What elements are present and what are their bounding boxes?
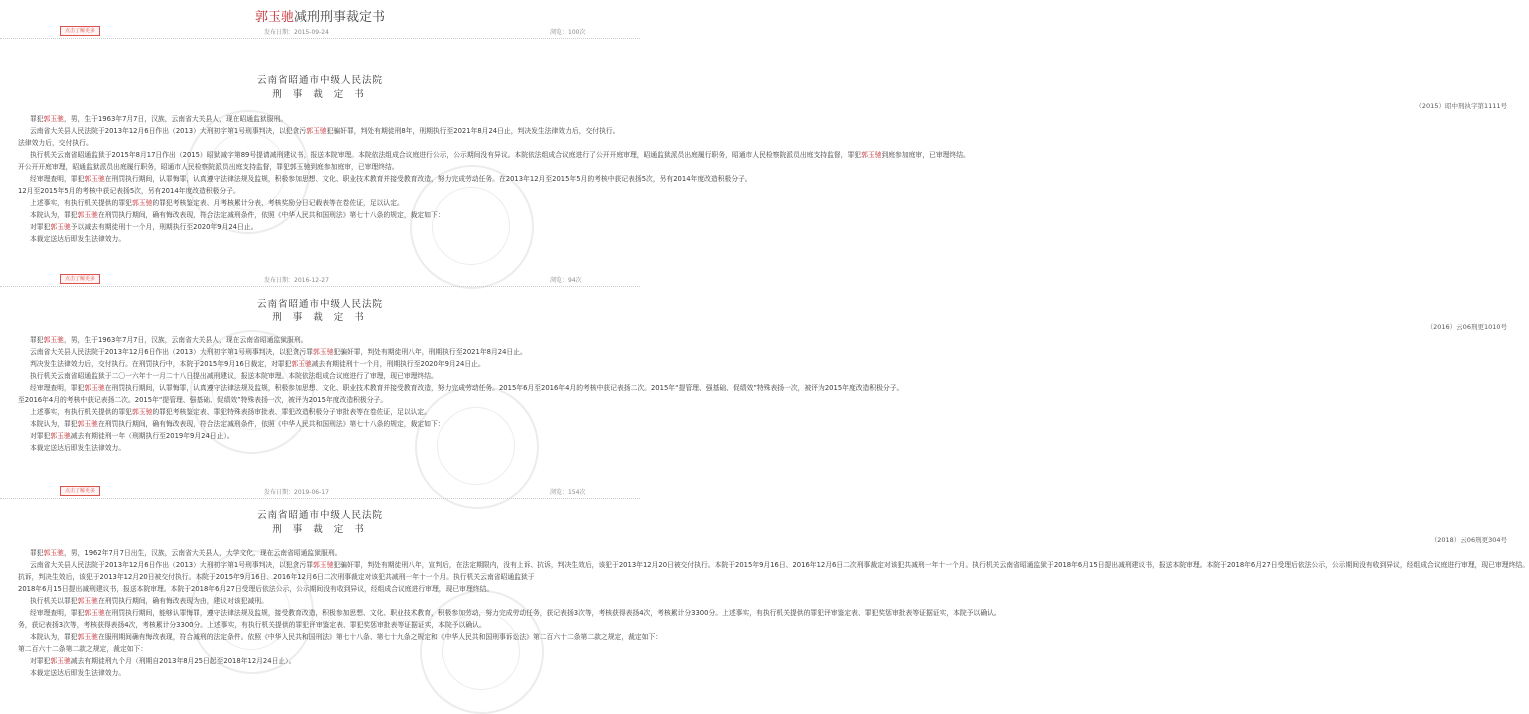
highlighted-name: 郭玉驰: [861, 151, 882, 159]
paragraph: 本院认为，罪犯郭玉驰在服刑期间确有悔改表现，符合减刑的法定条件。依照《中华人民共和国刑法》第七十八条、第七十九条之规定和《中华人民共和国刑事诉讼法》第二百六十二条第二款之规定，裁定如下：: [30, 633, 663, 641]
paragraph: 罪犯郭玉驰，男，1962年7月7日出生，汉族，云南省大关县人，大学文化，现在云南省昭通监狱服刑。: [30, 549, 342, 557]
paragraph: 上述事实，有执行机关提供的罪犯郭玉驰的罪犯考核鉴定表、月考核累计分表、考核奖励分日记载表等在卷佐证，足以认定。: [30, 199, 404, 207]
publish-date: 发布日期：2015-09-24: [264, 29, 329, 36]
paragraph: 经审理查明，罪犯郭玉驰在刑罚执行期间，能够认罪悔罪，遵守法律法规及监规，接受教育改造，积极参加思想、文化、职业技术教育，积极参加劳动，努力完成劳动任务，获记表扬3次等，考核获得表扬4次，考核累计分3300分。上述事实，有执行机关提供的罪犯评审鉴定表、罪犯奖惩审批表等证据证实，本院予以确认。: [30, 609, 1001, 617]
paragraph: 经审理查明，罪犯郭玉驰在刑罚执行期间，认罪悔罪，认真遵守法律法规及监规，积极参加思想、文化、职业技术教育并接受教育改造，努力完成劳动任务。在2013年12月至2015年5月的考核中获记表扬5次，另有2014年度改造积极分子。: [30, 175, 752, 183]
paragraph: 本裁定送达后即发生法律效力。: [30, 235, 126, 243]
highlighted-name: 郭玉驰: [50, 432, 71, 440]
highlighted-name: 郭玉驰: [84, 384, 105, 392]
doc-meta-bar: [0, 272, 640, 287]
more-info-link[interactable]: 点击了解更多: [60, 274, 100, 284]
highlighted-name: 郭玉驰: [313, 561, 334, 569]
paragraph: 执行机关云南省昭通监狱于二〇一六年十一月二十八日提出减刑建议，报送本院审理。本院依法组成合议庭进行了审理，现已审理终结。: [30, 372, 438, 380]
paragraph: 第二百六十二条第二款之规定，裁定如下：: [18, 645, 148, 653]
paragraph: 2018年6月15日提出减刑建议书，报送本院审理。本院于2018年6月27日受理后依法公示，公示期间没有收到异议，经组成合议庭进行审理，现已审理终结。: [18, 585, 494, 593]
paragraph: 至2016年4月的考核中获记表扬二次。2015年“提管理、强基础、促绩效”特殊表扬一次，被评为2015年度改造积极分子。: [18, 396, 388, 404]
paragraph: 本院认为，罪犯郭玉驰在刑罚执行期间，确有悔改表现，符合法定减刑条件，依照《中华人民共和国刑法》第七十八条的规定，裁定如下：: [30, 420, 445, 428]
paragraph: 云南省大关县人民法院于2013年12月6日作出（2013）大刑初字第1号刑事判决，以犯贪污罪郭玉驰犯骗奸罪，判处有期徒刑八年，宣判后，在法定期限内，没有上诉、抗诉，判决生效后，该犯于2013年12月20日被交付执行。本院于2015年9月16日、2016年12月6日二次刑事裁定对该犯共减刑一年十一个月。执行机关云南省昭通监狱于2018年6月15日提出减刑建议书，报送本院审理。本院于2018年6月27日受理后依法公示，公示期间没有收到异议，经组成合议庭进行审理，现已审理终结。: [30, 561, 1529, 569]
document-body: [18, 334, 904, 454]
paragraph: 上述事实，有执行机关提供的罪犯郭玉驰的罪犯考核鉴定表、罪犯特殊表扬审批表、罪犯改造积极分子审批表等在卷佐证，足以认定。: [30, 408, 432, 416]
highlighted-name: 郭玉驰: [313, 348, 334, 356]
paragraph: 本裁定送达后即发生法律效力。: [30, 669, 126, 677]
court-name: 云南省昭通市中级人民法院: [256, 75, 383, 86]
paragraph: 对罪犯郭玉驰减去有期徒刑一年（刑期执行至2019年9月24日止）。: [30, 432, 234, 440]
document-body: [18, 547, 1529, 679]
case-number: （2015）昭中刑执字第1111号: [1415, 102, 1507, 110]
highlighted-name: 郭玉驰: [50, 223, 71, 231]
case-number: （2016）云06刑更1010号: [1426, 323, 1507, 331]
view-count: 浏览：100次: [550, 29, 586, 36]
highlighted-name: 郭玉驰: [43, 549, 64, 557]
highlighted-name: 郭玉驰: [84, 609, 105, 617]
highlighted-name: 郭玉驰: [306, 127, 327, 135]
highlighted-name: 郭玉驰: [77, 420, 98, 428]
highlighted-name: 郭玉驰: [77, 211, 98, 219]
court-name: 云南省昭通市中级人民法院: [256, 299, 383, 310]
highlighted-name: 郭玉驰: [43, 336, 64, 344]
paragraph: 12月至2015年5月的考核中获记表扬5次，另有2014年度改造积极分子。: [18, 187, 240, 195]
more-info-link[interactable]: 点击了解更多: [60, 26, 100, 36]
more-info-link[interactable]: 点击了解更多: [60, 486, 100, 496]
paragraph: 本院认为，罪犯郭玉驰在刑罚执行期间，确有悔改表现，符合法定减刑条件，依照《中华人民共和国刑法》第七十八条的规定，裁定如下：: [30, 211, 445, 219]
court-name: 云南省昭通市中级人民法院: [256, 510, 383, 521]
page-title: [0, 6, 640, 25]
case-number: （2018）云06刑更304号: [1430, 536, 1507, 544]
page-title-name: 郭玉驰: [254, 10, 294, 25]
page-title-rest: 减刑刑事裁定书: [294, 10, 386, 25]
view-count: 浏览：94次: [550, 277, 582, 284]
paragraph: 执行机关云南省昭通监狱于2015年8月17日作出（2015）昭狱减字第89号提请减刑建议书，报送本院审理。本院依法组成合议庭进行公示，公示期间没有异议。本院依法组成合议庭进行了公开开庭审理，昭通监狱派员出庭履行职务，昭通市人民检察院派员出庭支持监督，罪犯郭玉驰到庭参加庭审，已审理终结。: [30, 151, 970, 159]
highlighted-name: 郭玉驰: [77, 633, 98, 641]
document-type: 刑 事 裁 定 书: [272, 524, 368, 535]
view-count: 浏览：154次: [550, 489, 586, 496]
document-type: 刑 事 裁 定 书: [272, 89, 368, 100]
paragraph: 对罪犯郭玉驰减去有期徒刑九个月（刑期自2013年8月25日起至2018年12月24日止）。: [30, 657, 296, 665]
paragraph: 罪犯郭玉驰，男，生于1963年7月7日，汉族，云南省大关县人，现在云南省昭通监狱服刑。: [30, 336, 308, 344]
paragraph: 判决发生法律效力后，交付执行。在刑罚执行中，本院于2015年9月16日裁定，对罪犯郭玉驰减去有期徒刑十一个月，刑期执行至2020年9月24日止。: [30, 360, 485, 368]
paragraph: 经审理查明，罪犯郭玉驰在刑罚执行期间，认罪悔罪，认真遵守法律法规及监规，积极参加思想、文化、职业技术教育并接受教育改造，努力完成劳动任务。2015年6月至2016年4月的考核中获记表扬二次。2015年“提管理、强基础、促绩效”特殊表扬一次，被评为2015年度改造积极分子。: [30, 384, 904, 392]
document-type: 刑 事 裁 定 书: [272, 312, 368, 323]
paragraph: 云南省大关县人民法院于2013年12月6日作出（2013）大刑初字第1号刑事判决，以犯贪污罪郭玉驰犯骗奸罪，判处有期徒刑八年，刑期执行至2021年8月24日止。: [30, 348, 527, 356]
paragraph: 云南省大关县人民法院于2013年12月6日作出（2013）大刑初字第1号刑事判决，以犯贪污郭玉驰犯骗奸罪，判处有期徒刑8年，刑期执行至2021年8月24日止，判决发生法律效力后，交付执行。: [30, 127, 620, 135]
publish-date: 发布日期：2016-12-27: [264, 277, 329, 284]
highlighted-name: 郭玉驰: [131, 199, 153, 207]
paragraph: 开公开开庭审理，昭通监狱派员出庭履行职务，昭通市人民检察院派员出庭支持监督，罪犯郭玉驰到庭参加庭审，已审理终结。: [18, 163, 399, 171]
paragraph: 对罪犯郭玉驰予以减去有期徒刑十一个月，刑期执行至2020年9月24日止。: [30, 223, 258, 231]
paragraph: 抗诉，判决生效后，该犯于2013年12月20日被交付执行。本院于2015年9月16日、2016年12月6日二次刑事裁定对该犯共减刑一年十一个月。执行机关云南省昭通监狱于: [18, 573, 535, 581]
highlighted-name: 郭玉驰: [131, 408, 153, 416]
doc-meta-bar: [0, 24, 640, 39]
doc-meta-bar: [0, 484, 640, 499]
highlighted-name: 郭玉驰: [291, 360, 312, 368]
paragraph: 务，获记表扬3次等，考核获得表扬4次，考核累计分3300分。上述事实，有执行机关提供的罪犯评审鉴定表、罪犯奖惩审批表等证据证实，本院予以确认。: [18, 621, 486, 629]
document-body: [18, 113, 970, 245]
highlighted-name: 郭玉驰: [77, 597, 98, 605]
paragraph: 本裁定送达后即发生法律效力。: [30, 444, 126, 452]
publish-date: 发布日期：2019-06-17: [264, 489, 329, 496]
paragraph: 罪犯郭玉驰，男，生于1963年7月7日，汉族，云南省大关县人，现在昭通监狱服刑。: [30, 115, 288, 123]
highlighted-name: 郭玉驰: [50, 657, 71, 665]
paragraph: 法律效力后，交付执行。: [18, 139, 93, 147]
paragraph: 执行机关以罪犯郭玉驰在刑罚执行期间，确有悔改表现为由，建议对该犯减刑。: [30, 597, 268, 605]
highlighted-name: 郭玉驰: [84, 175, 105, 183]
